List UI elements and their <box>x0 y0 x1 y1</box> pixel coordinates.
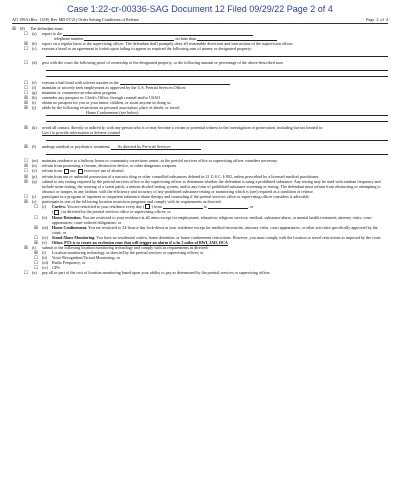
checkbox-q[interactable]: ☒ <box>24 178 29 184</box>
checkbox-t[interactable]: ☒ <box>24 244 29 250</box>
checkbox-s[interactable]: ☒ <box>24 198 29 204</box>
checkbox-t-iv[interactable]: ☐ <box>34 264 39 270</box>
condition-a: ☐ (a) report to the <box>12 31 388 36</box>
checkbox-f[interactable]: ☐ <box>24 85 29 90</box>
condition-t-i: ☒ (i) Location monitoring technology as directed by the pretrial services or supervising officer; or <box>34 249 204 255</box>
condition-s-iv: ☐ (iv) Stand Alone Monitoring. You have no residential curfew, home detention, or home confinement restrictions. However, you must comply with the location or travel restrictions as imposed by the court. <box>34 234 382 240</box>
form-id-line <box>12 17 388 24</box>
checkbox-a[interactable]: ☐ <box>24 31 29 36</box>
condition-8: ☒ (8) The defendant must: <box>12 26 64 31</box>
curfew-to-field[interactable] <box>208 204 248 209</box>
condition-i: ☒ (i) obtain no passport for you or your minor children, or assist anyone in doing so <box>24 100 171 105</box>
checkbox-d[interactable]: ☐ <box>24 60 29 65</box>
condition-f: ☐ (f) maintain or actively seek employment as approved by the U.S. Pretrial Services Officer. <box>24 85 187 90</box>
condition-m: ☐ (m) maintain residence at a halfway house or community corrections center, as the pretrial services office or supervising officer considers necessary. <box>24 158 278 163</box>
condition-a-phone: telephone number no later than <box>12 36 388 41</box>
checkbox-k[interactable]: ☒ <box>24 125 29 130</box>
condition-o: ☐ (o) refrain from any excessive use of alcohol. <box>24 168 125 173</box>
checkbox-s-iii[interactable]: ☒ <box>34 224 39 230</box>
checkbox-m[interactable]: ☐ <box>24 158 29 163</box>
condition-k: ☒ (k) avoid all contact, directly or indirectly, with any person who is or may become a victim or potential witness in the investigation or prosecution, including but not limited to: Gov't to provide information to defense counsel <box>24 125 324 135</box>
condition-s-iii: ☒ (iii) Home Confinement. You are restricted to 24-hour-a-day lock-down at your residence except for medical necessities, attorney visits, court appearances, or other activities specifically approved by the court; or <box>34 224 378 235</box>
condition-t-iv: ☐ (iv) GPS. <box>34 264 61 270</box>
condition-s-v: ☒ (v) Other. PTS is to create an exclusion zone that will trigger an alarm if w/in 5 miles of BWI, IAD, DCA <box>34 239 228 245</box>
checkbox-c[interactable]: ☐ <box>24 46 29 51</box>
condition-r: ☐ (r) participate in a program of inpatient or outpatient substance abuse therapy and counseling if the pretrial services office or supervising officer considers it advisable. <box>24 193 310 199</box>
checkbox-g[interactable]: ☐ <box>24 90 29 95</box>
checkbox-t-ii[interactable]: ☐ <box>34 254 39 260</box>
condition-n: ☒ (n) refrain from possessing a firearm, destructive device, or other dangerous weapons. <box>24 163 178 168</box>
case-header: Case 1:22-cr-00336-SAG Document 12 Filed 09/29/22 Page 2 of 4 <box>67 4 333 14</box>
condition-s: ☒ (s) participate in one of the following location restriction programs and comply with its requirements as directed. <box>24 198 222 204</box>
condition-t-ii: ☐ (ii) Voice Recognition/Virtual Monitoring; or <box>34 254 121 260</box>
checkbox-j[interactable]: ☒ <box>24 105 29 110</box>
checkbox-t-iii[interactable]: ☐ <box>34 259 39 265</box>
condition-h: ☒ (h) surrender any passport to: Clerk's Office, through counsel and/or USAO <box>24 95 161 100</box>
form-id: AO 199A (Rev. 11/08; Rev MD 07/21) Order Setting Conditions of Release <box>12 17 140 22</box>
checkbox-u[interactable]: ☐ <box>24 269 29 275</box>
checkbox-o[interactable]: ☐ <box>24 168 29 173</box>
checkbox-b[interactable]: ☒ <box>24 41 29 46</box>
condition-e: ☐ (e) execute a bail bond with solvent sureties in the <box>12 80 388 85</box>
restrictions-field[interactable]: Home Confinement (see below) <box>46 110 388 116</box>
condition-s-ii: ☐ (ii) Home Detention. You are restricted to your residence at all times except for employment; education; religious services; medical, substance abuse, or mental health treatment; attorney visits; court appearances; court-ordered obligations; or <box>34 214 372 225</box>
checkbox-8[interactable]: ☒ <box>12 26 17 31</box>
checkbox-t-i[interactable]: ☒ <box>34 249 39 255</box>
conditions-list <box>12 26 388 275</box>
checkbox-p[interactable]: ☒ <box>24 173 29 179</box>
page-indicator: Page 2 of 4 <box>366 17 388 22</box>
condition-u: ☐ (u) pay all or part of the cost of location monitoring based upon your ability to pay as determined by the pretrial services or supervising officer. <box>24 269 271 275</box>
checkbox-s-iv[interactable]: ☐ <box>34 234 39 240</box>
checkbox-e[interactable]: ☐ <box>24 80 29 85</box>
condition-p: ☒ (p) refrain from use or unlawful possession of a narcotic drug or other controlled substances defined in 21 U.S.C. § 802, unless prescribed by a licensed medical practitioner. <box>24 173 320 179</box>
checkbox-s-i[interactable]: ☐ <box>34 203 39 209</box>
condition-c: ☐ (c) execute a bond or an agreement to forfeit upon failing to appear as required the following sum of money or designated property: <box>24 46 252 51</box>
condition-q: ☒ (q) submit to any testing required by the pretrial services office or the supervising officer to determine whether the defendant is using a prohibited substance. Any testing may be used with random frequency and include urine testing, the wearing of a sweat patch, a remote alcohol testing system, and/or any form of prohibited substance screening or testing. The defendant must refrain from obstructing or attempting to obstruct or tamper, in any fashion, with the efficiency and accuracy of any prohibited substance testing or monitoring which is (are) required as a condition of release. <box>24 178 381 194</box>
condition-b: ☒ (b) report on a regular basis to the supervising officer. The defendant shall promptly obey all reasonable directions and instructions of the supervision officer. <box>24 41 294 46</box>
checkbox-h[interactable]: ☒ <box>24 95 29 100</box>
condition-s-i: ☐ (i) Curfew. You are restricted to your residence every day ( ) from to , or ( ) as directed by the pretrial services office or supervising officer; or <box>34 203 254 215</box>
condition-t-iii: ☐ (iii) Radio Frequency; or <box>34 259 86 265</box>
condition-j: ☒ (j) abide by the following restrictions on personal association, place of abode, or travel: <box>24 105 181 110</box>
condition-t: ☒ (t) submit to the following location monitoring technology and comply with its requirements as directed: <box>24 244 209 250</box>
checkbox-i[interactable]: ☒ <box>24 100 29 105</box>
condition-d: ☐ (d) post with the court the following proof of ownership of the designated property, or the following amount or percentage of the above-described sum <box>24 60 283 65</box>
condition-l: ☒ (l) undergo medical or psychiatric treatment: As directed by Pre-trial Services <box>12 144 388 149</box>
condition-g: ☐ (g) maintain or commence an education program. <box>24 90 118 95</box>
checkbox-r[interactable]: ☐ <box>24 193 29 199</box>
checkbox-n[interactable]: ☒ <box>24 163 29 168</box>
checkbox-s-v[interactable]: ☒ <box>34 239 39 245</box>
checkbox-s-ii[interactable]: ☐ <box>34 214 39 220</box>
checkbox-l[interactable]: ☒ <box>24 144 29 149</box>
